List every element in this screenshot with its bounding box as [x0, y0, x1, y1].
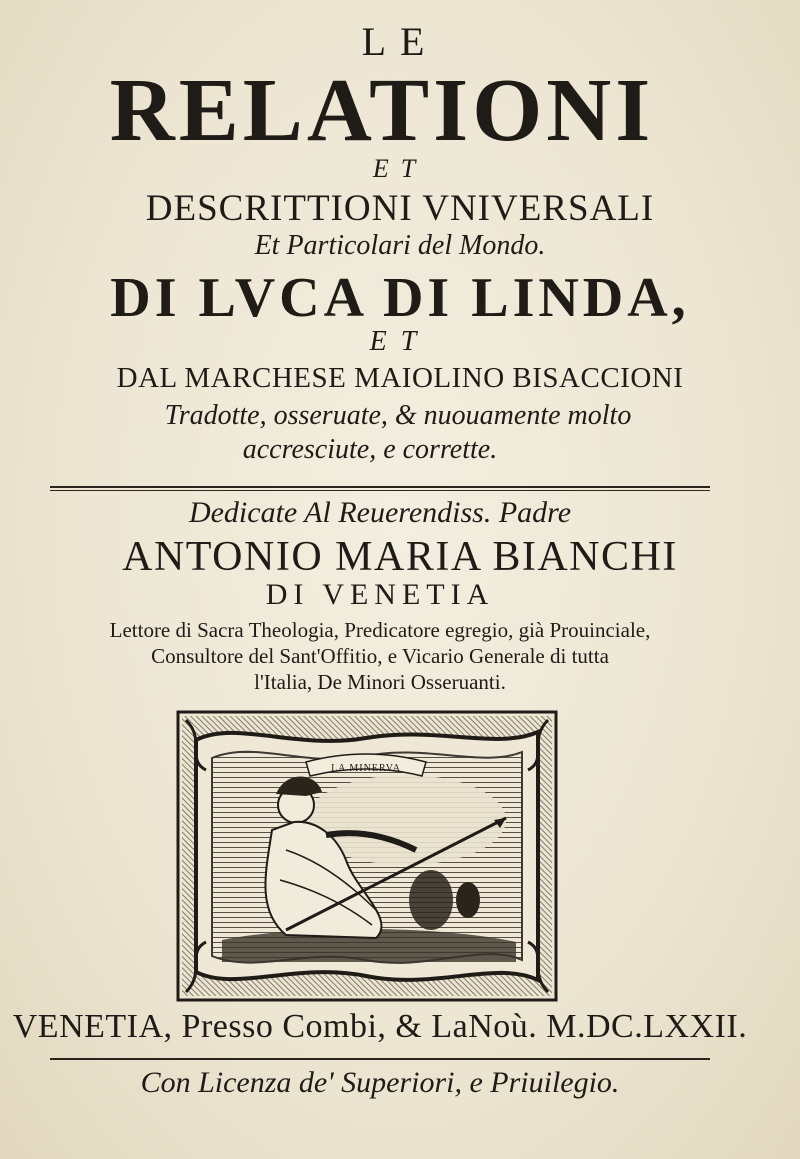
subtitle-particolari: Et Particolari del Mondo.: [254, 230, 546, 261]
author-line: DI LVCA DI LINDA,: [110, 267, 690, 329]
dedicatee-titles-3: l'Italia, De Minori Osseruanti.: [254, 670, 506, 694]
license-line: Con Licenza de' Superiori, e Priuilegio.: [140, 1066, 620, 1099]
title-word-le: LE: [361, 19, 439, 64]
divider-rule-bottom: [50, 1058, 710, 1060]
conjunction-et-2: ET: [369, 326, 431, 357]
dedication-line: Dedicate Al Reuerendiss. Padre: [188, 496, 572, 529]
dedicatee-name: ANTONIO MARIA BIANCHI: [122, 534, 678, 580]
edition-note-1: Tradotte, osseruate, & nuouamente molto: [164, 400, 632, 431]
divider-rule-top: [50, 486, 710, 488]
translator-line: DAL MARCHESE MAIOLINO BISACCIONI: [116, 362, 684, 394]
dedicatee-origin: DI VENETIA: [265, 578, 495, 611]
dedicatee-titles-1: Lettore di Sacra Theologia, Predicatore egregio, già Prouinciale,: [109, 618, 651, 642]
emblem-banner-text: LA MINERVA: [331, 763, 401, 774]
subtitle-descrittioni: DESCRITTIONI VNIVERSALI: [145, 188, 655, 229]
divider-rule-top-thin: [50, 490, 710, 491]
dedicatee-titles-2: Consultore del Sant'Offitio, e Vicario Generale di tutta: [151, 644, 609, 668]
title-word-relationi: RELATIONI: [109, 61, 655, 160]
minerva-emblem-illustration: [176, 710, 558, 1002]
imprint-line: VENETIA, Presso Combi, & LaNoù. M.DC.LXXII.: [12, 1008, 748, 1045]
conjunction-et-1: ET: [372, 154, 428, 183]
edition-note-2: accresciute, e corrette.: [242, 434, 498, 465]
